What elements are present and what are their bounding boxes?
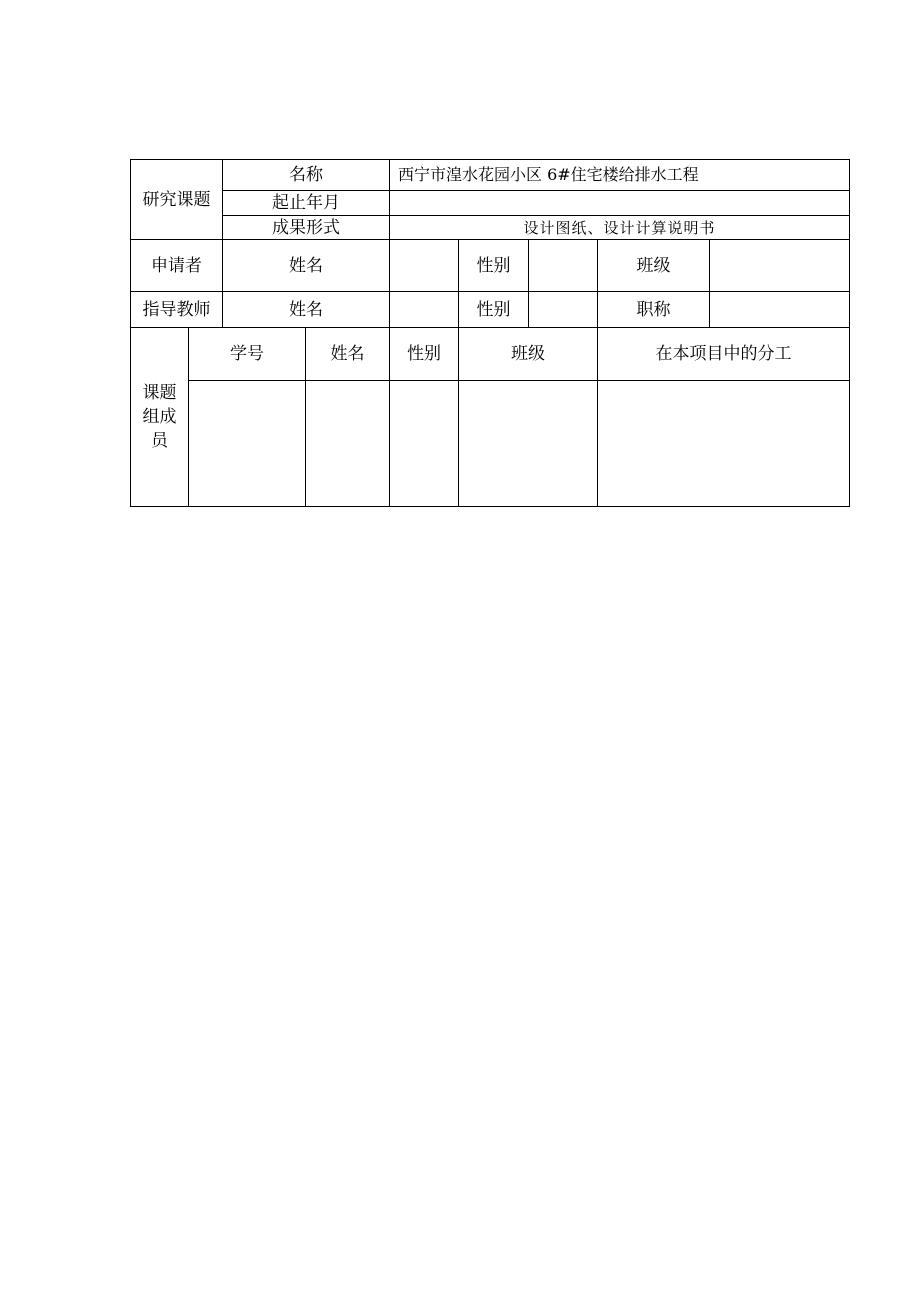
project-application-form	[130, 159, 850, 507]
applicant-gender-value[interactable]	[529, 240, 598, 292]
advisor-gender-label: 性别	[459, 292, 529, 328]
members-header-class: 班级	[459, 328, 598, 381]
members-header-role: 在本项目中的分工	[598, 328, 850, 381]
applicant-class-value[interactable]	[710, 240, 850, 292]
member-class-cell[interactable]	[459, 381, 598, 507]
topic-output-value[interactable]: 设计图纸、设计计算说明书	[390, 216, 850, 240]
members-header-name: 姓名	[306, 328, 390, 381]
member-name-cell[interactable]	[306, 381, 390, 507]
advisor-gender-value[interactable]	[529, 292, 598, 328]
advisor-name-value[interactable]	[390, 292, 459, 328]
members-label	[131, 328, 189, 507]
applicant-name-label: 姓名	[223, 240, 390, 292]
table-row	[131, 381, 850, 507]
member-student-id-cell[interactable]	[189, 381, 306, 507]
applicant-gender-label: 性别	[459, 240, 529, 292]
advisor-title-label: 职称	[598, 292, 710, 328]
topic-output-label: 成果形式	[223, 216, 390, 240]
advisor-label: 指导教师	[131, 292, 223, 328]
topic-name-value[interactable]: 西宁市湟水花园小区 6#住宅楼给排水工程	[390, 160, 850, 191]
topic-period-label: 起止年月	[223, 191, 390, 216]
members-header-gender: 性别	[390, 328, 459, 381]
advisor-title-value[interactable]	[710, 292, 850, 328]
topic-name-label: 名称	[223, 160, 390, 191]
applicant-class-label: 班级	[598, 240, 710, 292]
members-label-text: 课题组成员	[142, 383, 177, 451]
member-role-cell[interactable]	[598, 381, 850, 507]
applicant-label: 申请者	[131, 240, 223, 292]
members-header-student-id: 学号	[189, 328, 306, 381]
applicant-name-value[interactable]	[390, 240, 459, 292]
topic-period-value[interactable]	[390, 191, 850, 216]
member-gender-cell[interactable]	[390, 381, 459, 507]
advisor-name-label: 姓名	[223, 292, 390, 328]
research-topic-label: 研究课题	[131, 160, 223, 240]
